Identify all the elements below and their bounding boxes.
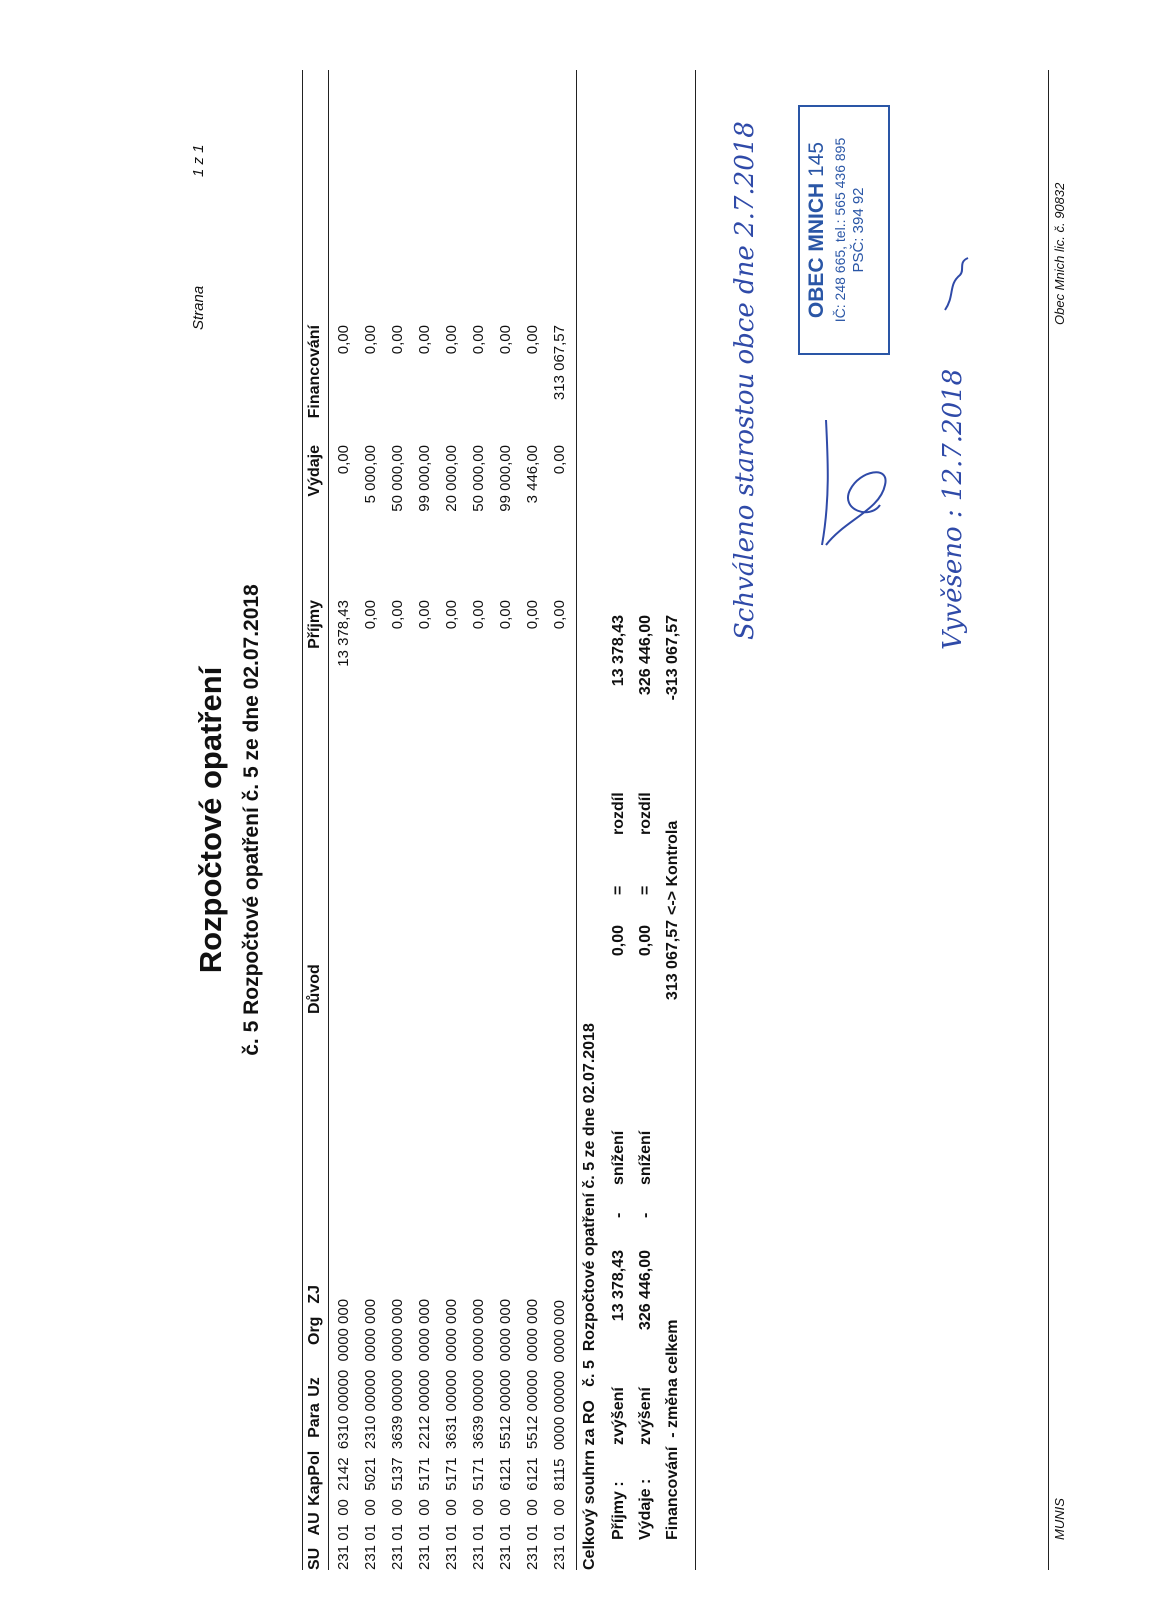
- stamp-name: OBEC MNICH: [805, 182, 828, 319]
- header-duvod: Důvod: [306, 964, 323, 1014]
- row-financovani: 0,00: [443, 325, 460, 355]
- header-financovani: Financování: [306, 325, 323, 419]
- row-code: 231 01 00 6121 5512 00000 0000 000: [524, 1298, 541, 1570]
- header-rule: [328, 70, 329, 1570]
- office-stamp: [798, 105, 890, 355]
- row-vydaje: 0,00: [335, 445, 352, 475]
- row-financovani: 313 067,57: [551, 325, 568, 401]
- sum-prijmy-dec-label: snížení: [610, 1130, 627, 1185]
- sum-vydaje-dash: -: [637, 1212, 654, 1218]
- sum-prijmy-label: Příjmy :: [610, 1481, 627, 1540]
- handwritten-approval-text: Schváleno starostou obce dne 2.7.2018: [730, 121, 760, 640]
- row-code: 231 01 00 2142 6310 00000 0000 000: [335, 1298, 352, 1570]
- row-code: 231 01 00 6121 5512 00000 0000 000: [497, 1298, 514, 1570]
- sum-vydaje-diff: 326 446,00: [637, 615, 654, 696]
- sum-vydaje-dec: 0,00: [637, 925, 654, 957]
- sum-kontrola-label: <-> Kontrola: [664, 820, 681, 915]
- handwritten-approval-note: [722, 40, 782, 640]
- row-prijmy: 0,00: [551, 600, 568, 630]
- row-financovani: 0,00: [389, 325, 406, 355]
- document-subtitle: č. 5 Rozpočtové opatření č. 5 ze dne 02.07.2018: [240, 584, 263, 1056]
- row-prijmy: 0,00: [497, 600, 514, 630]
- sum-vydaje-inc-label: zvýšení: [637, 1387, 654, 1445]
- summary-heading: Celkový souhrn za RO č. 5 Rozpočtové opatření č. 5 ze dne 02.07.2018: [581, 1023, 598, 1570]
- handwritten-posted-text: Vyvěšeno : 12.7.2018: [938, 368, 968, 650]
- sum-vydaje-inc: 326 446,00: [637, 1250, 654, 1331]
- row-prijmy: 0,00: [389, 600, 406, 630]
- row-financovani: 0,00: [470, 325, 487, 355]
- row-code: 231 01 00 8115 0000 00000 0000 000: [551, 1300, 568, 1570]
- stamp-psc: PSČ: 394 92: [850, 187, 867, 273]
- row-code: 231 01 00 5021 2310 00000 0000 000: [362, 1298, 379, 1570]
- footer-right: Obec Mnich lic. č. 90832: [1052, 182, 1067, 325]
- row-financovani: 0,00: [362, 325, 379, 355]
- row-vydaje: 99 000,00: [416, 445, 433, 512]
- row-vydaje: 3 446,00: [524, 445, 541, 504]
- sum-prijmy-inc-label: zvýšení: [610, 1387, 627, 1445]
- footer-rule: [1048, 70, 1049, 1570]
- handwritten-posted-note: [930, 250, 990, 650]
- row-vydaje: 5 000,00: [362, 445, 379, 504]
- header-prijmy: Příjmy: [306, 600, 323, 649]
- summary-rule: [576, 70, 577, 1570]
- row-vydaje: 20 000,00: [443, 445, 460, 512]
- stamp-number: 145: [805, 141, 828, 177]
- document-title: Rozpočtové opatření: [193, 666, 228, 974]
- header-codes: SU AU KapPol Para Uz Org ZJ: [306, 1284, 323, 1570]
- sum-prijmy-eq: =: [610, 885, 627, 895]
- row-prijmy: 13 378,43: [335, 600, 352, 667]
- row-financovani: 0,00: [335, 325, 352, 355]
- sum-vydaje-dec-label: snížení: [637, 1130, 654, 1185]
- row-code: 231 01 00 5137 3639 00000 0000 000: [389, 1298, 406, 1570]
- sum-prijmy-dec: 0,00: [610, 925, 627, 957]
- footer-left: MUNIS: [1052, 1498, 1067, 1540]
- stamp-ico-tel: IČ: 248 665, tel.: 565 436 895: [832, 137, 848, 323]
- sum-kontrola-value: -313 067,57: [664, 615, 681, 701]
- page-number: 1 z 1: [190, 144, 207, 177]
- sum-prijmy-dash: -: [610, 1212, 627, 1218]
- sum-financovani-label: Financování - změna celkem: [664, 1319, 681, 1540]
- row-code: 231 01 00 5171 3639 00000 0000 000: [470, 1298, 487, 1570]
- page-label: Strana: [190, 285, 207, 330]
- row-financovani: 0,00: [497, 325, 514, 355]
- row-financovani: 0,00: [524, 325, 541, 355]
- sum-vydaje-label: Výdaje :: [637, 1478, 654, 1540]
- row-prijmy: 0,00: [362, 600, 379, 630]
- row-prijmy: 0,00: [524, 600, 541, 630]
- row-prijmy: 0,00: [470, 600, 487, 630]
- row-financovani: 0,00: [416, 325, 433, 355]
- row-code: 231 01 00 5171 3631 00000 0000 000: [443, 1298, 460, 1570]
- row-prijmy: 0,00: [443, 600, 460, 630]
- row-vydaje: 50 000,00: [470, 445, 487, 512]
- row-code: 231 01 00 5171 2212 00000 0000 000: [416, 1298, 433, 1570]
- sum-prijmy-inc: 13 378,43: [610, 1250, 627, 1322]
- row-vydaje: 50 000,00: [389, 445, 406, 512]
- sum-vydaje-eq: =: [637, 885, 654, 895]
- table-top-rule: [302, 70, 303, 1570]
- sum-vydaje-diff-label: rozdíl: [637, 792, 654, 835]
- row-prijmy: 0,00: [416, 600, 433, 630]
- sum-financovani-value: 313 067,57: [664, 920, 681, 1001]
- row-vydaje: 99 000,00: [497, 445, 514, 512]
- sum-prijmy-diff-label: rozdíl: [610, 792, 627, 835]
- bottom-rule: [695, 70, 696, 1570]
- sum-prijmy-diff: 13 378,43: [610, 615, 627, 687]
- header-vydaje: Výdaje: [306, 445, 323, 497]
- row-vydaje: 0,00: [551, 445, 568, 475]
